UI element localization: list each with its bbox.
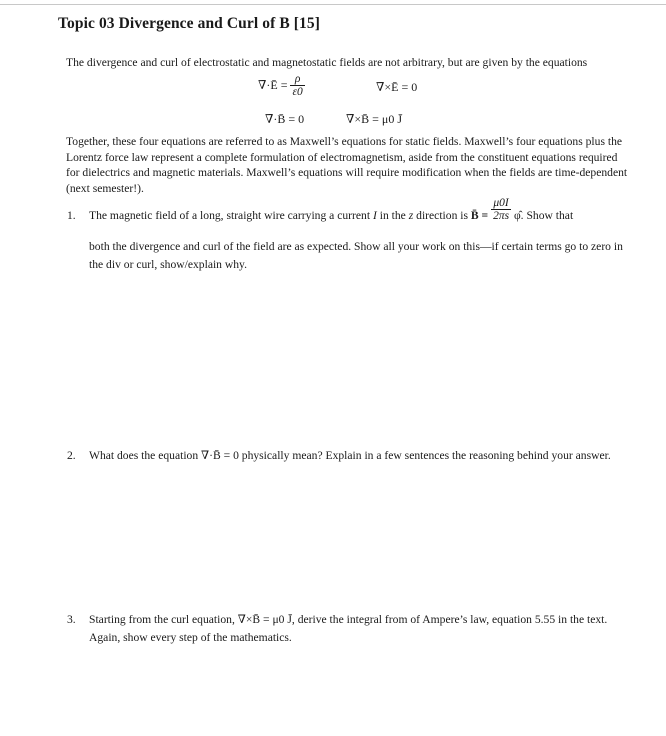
q1-text-b: in the [379,209,406,222]
rho-symbol: ρ [294,73,301,85]
equation-div-e [258,74,305,98]
eps0-symbol: ε0 [292,86,303,98]
question-2-number: 2. [67,449,76,462]
question-3-number: 3. [67,613,76,626]
q1-numerator: μ0I [493,197,509,210]
equation-curl-e: ∇̄×Ē = 0 [376,80,418,94]
q2-equation: ∇̄·B̄ = 0 [201,449,239,462]
q2-text-a: What does the equation [89,449,199,462]
q2-text-b: physically mean? Explain in a few sentences the reasoning behind your answer. [241,449,611,462]
question-2 [67,447,634,465]
question-3 [67,611,634,646]
q3-text-b: , derive the integral from of Ampere’s law, equation 5.55 in the text. Again, show every step of the mathematics. [89,613,608,644]
maxwell-paragraph: Together, these four equations are referred to as Maxwell’s equations for static fields. Maxwell’s four equations plus the Lorentz force law represent a complete formulation of electromagnetism, aside from the constituent equations required for dielectrics and magnetic materials. Maxwell’s equations will require modification when the fields are time-dependent (next semester!). [66,135,628,195]
q1-denominator: 2πs [493,210,510,223]
page-title: Topic 03 Divergence and Curl of B [15] [58,15,320,32]
equation-curl-b: ∇̄×B̄ = μ0 J̄ [346,112,403,126]
q1-text-d: . Show that [520,209,574,222]
intro-text: The divergence and curl of electrostatic and magnetostatic fields are not arbitrary, but are given by the equations [66,56,588,69]
equation-div-b: ∇̄·B̄ = 0 [265,112,305,126]
top-divider [0,4,666,5]
q1-var-i: I [372,209,377,222]
question-1-number: 1. [67,209,76,222]
div-e-lhs: ∇̄·Ē = [258,77,288,92]
rho-over-eps0-fraction [290,74,304,98]
q1-text-a: The magnetic field of a long, straight wire carrying a current [89,209,371,222]
q1-field-fraction [491,198,511,222]
q1-b-equals: B̄ = [470,209,489,222]
q3-text-a: Starting from the curl equation, [89,613,235,626]
question-1-continued: both the divergence and curl of the field are as expected. Show all your work on this—if certain terms go to zero in the div or curl, show/explain why. [89,240,623,271]
q1-phi-hat: φ̂ [513,209,521,222]
q3-equation: ∇̄×B̄ = μ0 J̄ [237,613,292,626]
q1-text-c: direction is [416,209,468,222]
q1-var-z: z [408,209,414,222]
